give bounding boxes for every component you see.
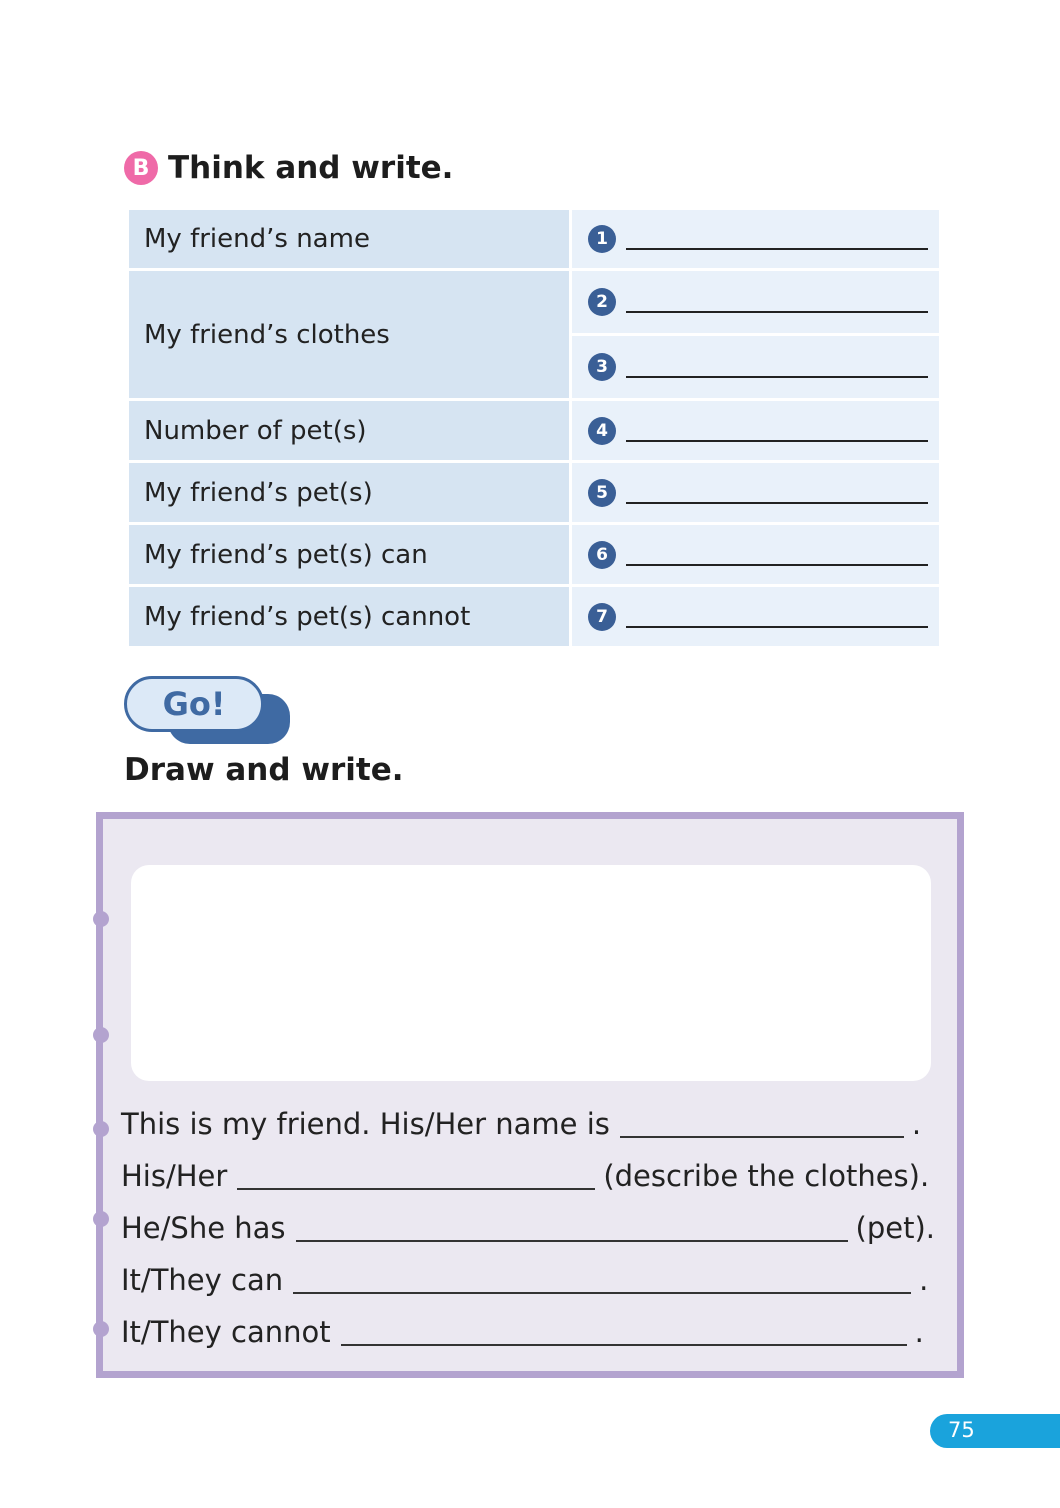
sentence-2 [121, 1159, 929, 1193]
sentence-4 [121, 1263, 928, 1297]
sentence-text: It/They cannot [121, 1315, 331, 1349]
number-circle: 1 [588, 225, 616, 253]
drawing-area[interactable] [131, 865, 931, 1081]
page-number-tab [930, 1414, 1060, 1448]
writing-blank[interactable] [237, 1188, 595, 1190]
sentence-3 [121, 1211, 935, 1245]
answer-line[interactable] [626, 502, 928, 504]
writing-blank[interactable] [341, 1344, 907, 1346]
sentence-text: He/She has [121, 1211, 286, 1245]
row-label: My friend’s clothes [129, 271, 569, 398]
page-number: 75 [948, 1418, 975, 1442]
binder-ring [93, 911, 109, 927]
row-label: My friend’s pet(s) can [129, 525, 569, 584]
sentence-end: (describe the clothes). [603, 1159, 930, 1193]
answer-cell[interactable] [572, 401, 939, 460]
binder-ring [93, 1321, 109, 1337]
binder-ring [93, 1211, 109, 1227]
sentence-5 [121, 1315, 924, 1349]
writing-blank[interactable] [296, 1240, 848, 1242]
writing-blank[interactable] [293, 1292, 911, 1294]
row-label: My friend’s pet(s) cannot [129, 587, 569, 646]
answer-line[interactable] [626, 440, 928, 442]
table-row [129, 463, 939, 522]
table-row [129, 525, 939, 584]
go-label: Go! [124, 676, 264, 732]
answer-cell[interactable] [572, 587, 939, 646]
sentence-end: (pet). [855, 1211, 935, 1245]
table-row [129, 271, 939, 333]
section-b-header [124, 150, 453, 186]
table-row [129, 401, 939, 460]
go-badge [124, 676, 294, 746]
binder-ring [93, 1121, 109, 1137]
answer-cell[interactable] [572, 525, 939, 584]
table-row [129, 210, 939, 268]
sentence-text: His/Her [121, 1159, 228, 1193]
answer-line[interactable] [626, 376, 928, 378]
writing-blank[interactable] [620, 1136, 904, 1138]
row-label: My friend’s pet(s) [129, 463, 569, 522]
draw-and-write-frame [96, 812, 964, 1378]
sentence-end: . [914, 1315, 924, 1349]
number-circle: 6 [588, 541, 616, 569]
answer-line[interactable] [626, 564, 928, 566]
sentence-end: . [919, 1263, 929, 1297]
answer-cell[interactable] [572, 463, 939, 522]
draw-and-write-title: Draw and write. [124, 752, 404, 788]
table-row [129, 587, 939, 646]
answer-cell[interactable] [572, 210, 939, 268]
number-circle: 4 [588, 417, 616, 445]
answer-cell[interactable] [572, 336, 939, 398]
number-circle: 2 [588, 288, 616, 316]
answer-line[interactable] [626, 311, 928, 313]
answer-cell[interactable] [572, 271, 939, 333]
sentence-end: . [911, 1107, 922, 1141]
sentence-1 [121, 1107, 921, 1141]
row-label: Number of pet(s) [129, 401, 569, 460]
section-title: Think and write. [168, 150, 454, 186]
number-circle: 3 [588, 353, 616, 381]
think-and-write-table [126, 207, 942, 649]
sentence-text: It/They can [121, 1263, 284, 1297]
section-badge: B [124, 151, 158, 185]
answer-line[interactable] [626, 248, 928, 250]
binder-ring [93, 1027, 109, 1043]
sentence-text: This is my friend. His/Her name is [121, 1107, 610, 1141]
number-circle: 7 [588, 603, 616, 631]
row-label: My friend’s name [129, 210, 569, 268]
answer-line[interactable] [626, 626, 928, 628]
number-circle: 5 [588, 479, 616, 507]
